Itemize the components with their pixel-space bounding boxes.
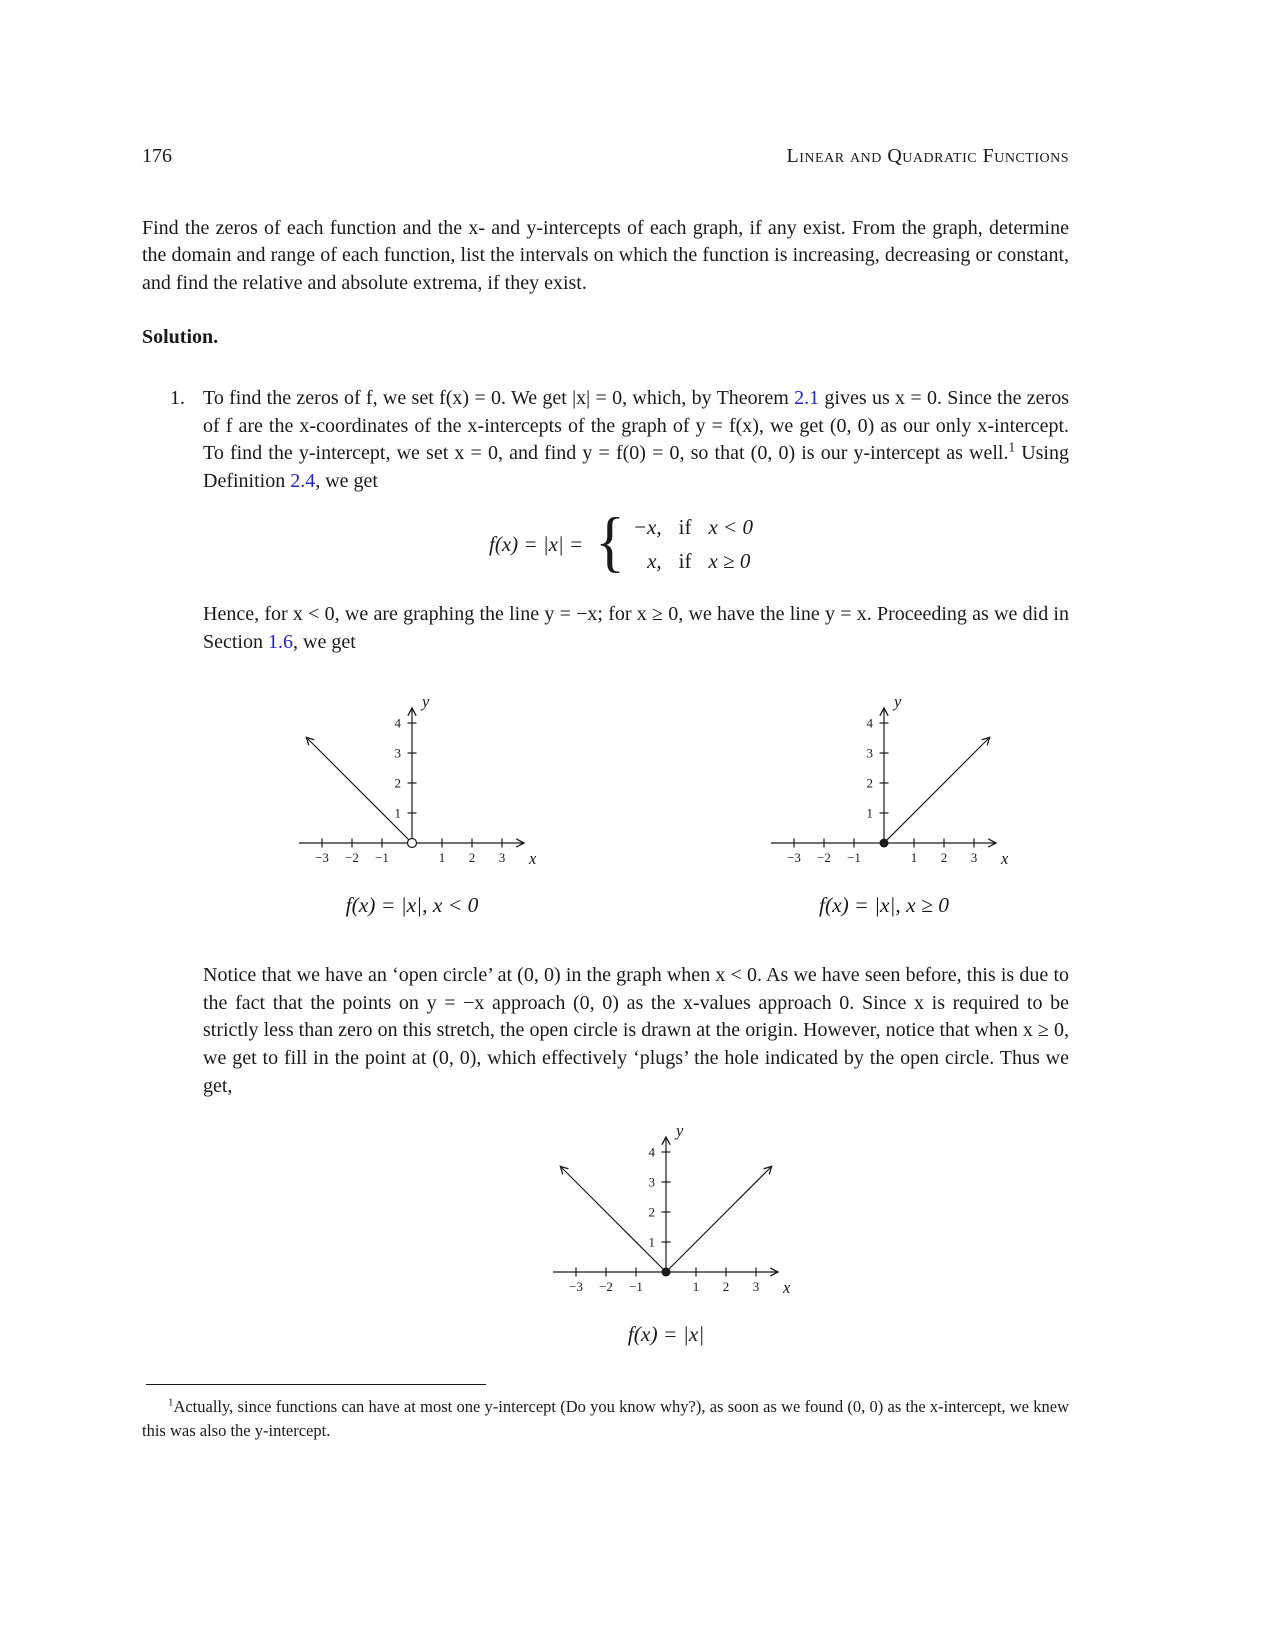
piecewise-equation [203,504,1039,580]
case1-if: if [678,514,692,539]
footnote-rule [146,1384,486,1385]
svg-text:−3: −3 [315,849,329,865]
axes [299,692,537,868]
svg-text:1: 1 [394,805,401,821]
svg-text:4: 4 [394,715,401,731]
svg-text:3: 3 [648,1174,655,1190]
svg-text:2: 2 [866,775,873,791]
x-axis-label: x [529,848,537,868]
y-tick-labels [867,715,874,820]
svg-text:2: 2 [468,849,476,865]
cases-rows [633,513,753,576]
y-axis-label: y [422,691,430,711]
svg-text:2: 2 [722,1279,730,1295]
paragraph-text: To find the zeros of f, we set f(x) = 0. We get |x| = 0, which, by Theorem [203,386,795,409]
footnote-number: 1 [168,1396,174,1409]
footnote-text [142,1395,1069,1443]
svg-text:1: 1 [866,805,873,821]
graph-absolute-value [541,1120,791,1308]
paragraph-text: gives us x = 0. Since the zeros of f are the x-coordinates of the x-intercepts of the graph of y = f(x), we get (0, 0) as our only x-intercept. To find the y-intercept, we set x = 0, and find y = f(0) = 0, so that (0, 0) is our y-intercept as well. [203,386,1070,465]
svg-text:1: 1 [648,1234,655,1250]
x-axis-label: x [783,1278,791,1298]
ray-y-equals-x [884,738,989,843]
footnote-body: Actually, since functions can have at most one y-intercept (Do you know why?), as soon as we found (0, 0) as the x-intercept, we knew this was also the y-intercept. [142,1396,1069,1440]
svg-text:−1: −1 [847,849,861,865]
side-by-side-figures [215,691,1081,921]
case1-condition: x < 0 [708,514,753,539]
svg-text:1: 1 [438,849,446,865]
item-number: 1. [170,386,185,409]
svg-text:3: 3 [752,1279,760,1295]
section-1-6-link[interactable]: 1.6 [268,630,293,653]
case2-if: if [678,548,692,573]
graph-x-less-than-0 [287,691,537,879]
svg-text:−2: −2 [817,849,831,865]
figure-caption: f(x) = |x| [627,1322,705,1347]
graph-x-greater-equal-0 [759,691,1009,879]
bottom-figure-wrap [233,1120,1099,1350]
figure-caption: f(x) = |x|, x ≥ 0 [818,892,950,917]
svg-text:3: 3 [498,849,506,865]
paragraph-text: Hence, for x < 0, we are graphing the line y = −x; for x ≥ 0, we have the line y = x. Proceeding as we did in Section [203,603,1069,653]
x-tick-labels [787,850,977,865]
paragraph-text: Using Definition [203,442,1069,492]
filled-point-origin [880,838,889,847]
y-tick-labels [395,715,402,820]
case1-expression: −x, [632,514,662,539]
figure-caption: f(x) = |x|, x < 0 [345,892,479,917]
running-header [142,143,1069,171]
svg-text:1: 1 [910,849,918,865]
equation-lhs: f(x) = |x| = [489,531,584,556]
svg-text:3: 3 [970,849,978,865]
filled-point-origin [662,1268,671,1277]
solution-heading: Solution. [142,326,219,349]
zeros-paragraph [203,385,1069,495]
case2-expression: x, [647,548,662,573]
svg-text:3: 3 [394,745,401,761]
svg-text:4: 4 [866,715,873,731]
x-tick-labels [315,850,505,865]
notice-paragraph: Notice that we have an ‘open circle’ at (0, 0) in the graph when x < 0. As we have seen before, this is due to the fact that the points on y = −x approach (0, 0) as the x-values approach 0. Since x is required to be strictly less than zero on this stretch, the open circle is drawn at the origin. However, notice that when x ≥ 0, we get to fill in the point at (0, 0), which effectively ‘plugs’ the hole indicated by the open circle. Thus we get, [203,964,1069,1097]
intro-paragraph: Find the zeros of each function and the x- and y-intercepts of each graph, if any exist. From the graph, determine the domain and range of each function, list the intervals on which the function is increasing, decreasing or constant, and find the relative and absolute extrema, if they exist. [142,216,1069,294]
case2-condition: x ≥ 0 [708,548,751,573]
ray-y-equals-x [666,1167,771,1272]
page-number: 176 [142,145,172,167]
definition-2-4-link[interactable]: 2.4 [290,469,316,492]
svg-text:−3: −3 [569,1279,583,1295]
footnote-area [142,1384,1069,1443]
svg-text:−1: −1 [629,1279,643,1295]
paragraph-text: , we get [293,630,356,653]
svg-text:−2: −2 [345,849,359,865]
open-circle-origin [408,838,417,847]
paragraph-text: , we get [315,469,378,492]
x-axis-label: x [1001,848,1009,868]
list-item-1 [142,385,1069,1350]
figure-x-less-than-0 [287,691,537,921]
axes [771,692,1009,868]
svg-text:2: 2 [648,1204,655,1220]
svg-text:−1: −1 [375,849,389,865]
x-tick-labels [569,1279,759,1294]
figure-x-greater-equal-0 [759,691,1009,921]
hence-paragraph [203,601,1069,656]
svg-text:4: 4 [648,1144,655,1160]
svg-text:−2: −2 [599,1279,613,1295]
svg-text:1: 1 [692,1279,700,1295]
y-tick-labels [649,1145,656,1250]
item-body [203,385,1069,1350]
svg-text:2: 2 [394,775,401,791]
chapter-title: Linear and Quadratic Functions [786,145,1069,167]
svg-text:3: 3 [866,745,873,761]
theorem-2-1-link[interactable]: 2.1 [794,386,820,409]
axes [553,1121,791,1297]
y-axis-label: y [894,691,902,711]
footnote-marker: 1 [1008,439,1016,455]
y-axis-label: y [676,1121,684,1141]
svg-text:−3: −3 [787,849,801,865]
cases-brace: { [595,504,625,580]
svg-text:2: 2 [940,849,948,865]
figure-absolute-value [541,1120,791,1350]
